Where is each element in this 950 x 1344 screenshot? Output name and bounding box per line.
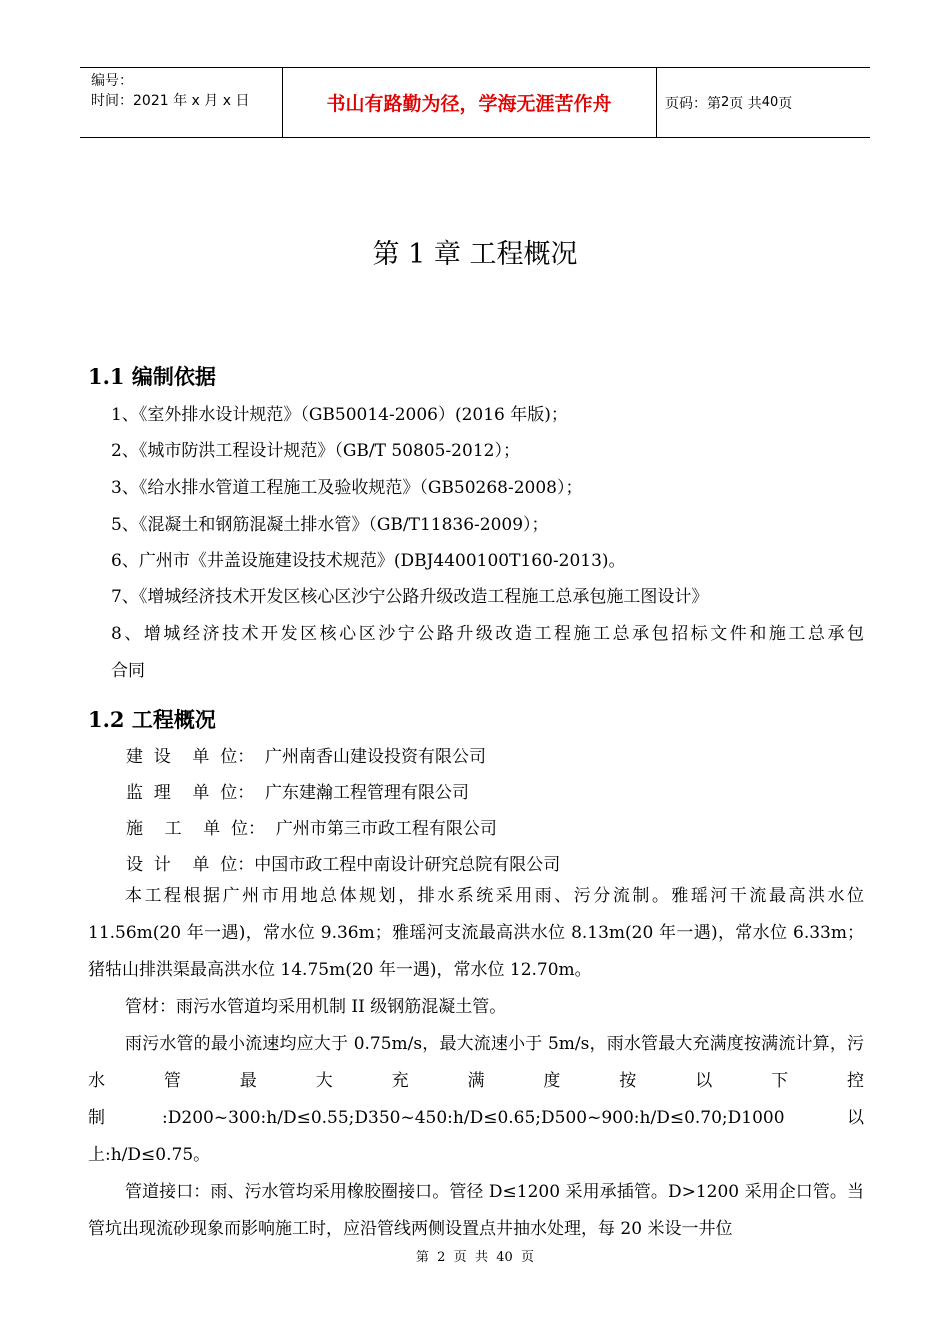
page-label-prefix: 页码：第 (665, 95, 721, 112)
unit-line: 施 工 单 位： 广州市第三市政工程有限公司 (126, 819, 497, 839)
page-total: 40 (761, 95, 779, 110)
section-heading: 1.2 工程概况 (88, 707, 216, 732)
basis-item: 2、《城市防洪工程设计规范》（GB/T 50805-2012）； (111, 441, 520, 461)
basis-item-continued: 合同 (111, 661, 145, 681)
unit-line: 监 理 单 位： 广东建瀚工程管理有限公司 (126, 783, 470, 803)
body-text (88, 878, 864, 1248)
header-motto: 书山有路勤为径，学海无涯苦作舟 (326, 93, 612, 115)
chapter-title: 第 1 章 工程概况 (372, 239, 578, 270)
page-header (80, 67, 870, 138)
page-footer: 第 2 页 共 40 页 (415, 1250, 535, 1265)
basis-item: 5、《混凝土和钢筋混凝土排水管》（GB/T11836-2009）； (111, 515, 549, 535)
unit-line: 建 设 单 位： 广州南香山建设投资有限公司 (126, 747, 487, 767)
basis-item: 6、广州市《井盖设施建设技术规范》(DBJ4400100T160-2013)。 (111, 551, 626, 571)
basis-item: 3、《给水排水管道工程施工及验收规范》（GB50268-2008）； (111, 478, 583, 498)
code-label: 编号： (91, 73, 133, 89)
section-heading: 1.1 编制依据 (88, 364, 216, 389)
header-divider (656, 68, 657, 137)
page-number: 2 (721, 95, 730, 110)
header-page-info (665, 68, 792, 137)
basis-item: 7、《增城经济技术开发区核心区沙宁公路升级改造工程施工总承包施工图设计》 (111, 587, 709, 607)
basis-item: 1、《室外排水设计规范》（GB50014-2006）(2016 年版)； (111, 405, 568, 425)
header-meta (91, 71, 249, 111)
time-label: 时间：2021 年 x 月 x 日 (91, 93, 250, 109)
page-label-mid: 页 共 (729, 95, 762, 112)
basis-item: 8、增城经济技术开发区核心区沙宁公路升级改造工程施工总承包招标文件和施工总承包 (111, 624, 864, 644)
paragraph: 雨污水管的最小流速均应大于 0.75m/s，最大流速小于 5m/s，雨水管最大充满度按满流计算，污水管最大充满度按以下控制:D200~300:h/D≤0.55;D350~450:h/D≤0.65;D500~900:h/D≤0.70;D1000 以上:h/D≤0.75。 (88, 1034, 864, 1165)
page-label-suffix: 页 (778, 95, 793, 112)
unit-line: 设 计 单 位：中国市政工程中南设计研究总院有限公司 (126, 855, 561, 875)
paragraph: 管道接口：雨、污水管均采用橡胶圈接口。管径 D≤1200 采用承插管。D>1200 采用企口管。当管坑出现流砂现象而影响施工时，应沿管线两侧设置点井抽水处理，每 20 米设一井位 (88, 1182, 864, 1239)
paragraph: 本工程根据广州市用地总体规划，排水系统采用雨、污分流制。雅瑶河干流最高洪水位 11.56m(20 年一遇)，常水位 9.36m；雅瑶河支流最高洪水位 8.13m(20 年一遇)，常水位 6.33m；猪牯山排洪渠最高洪水位 14.75m(20 年一遇)，常水位 12.70m。 (88, 886, 864, 980)
paragraph: 管材：雨污水管道均采用机制 II 级钢筋混凝土管。 (125, 997, 507, 1017)
